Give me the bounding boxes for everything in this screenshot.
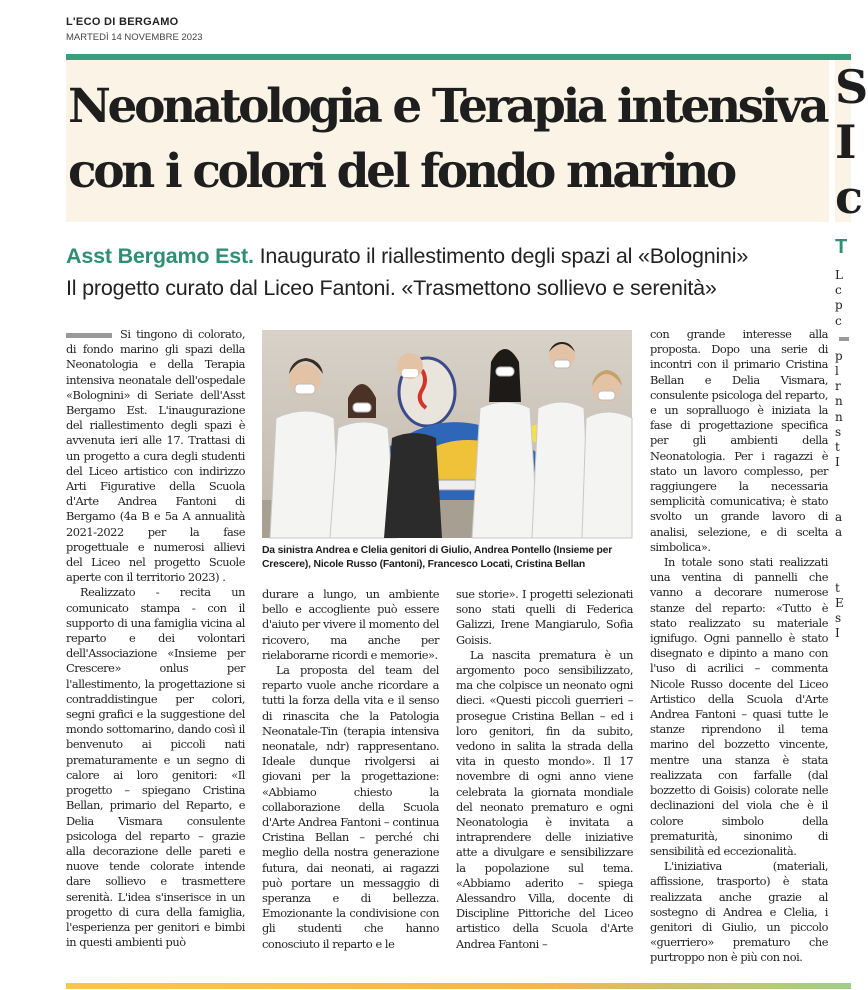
- subhead-kicker: Asst Bergamo Est.: [66, 244, 254, 268]
- article-column-1: [66, 327, 245, 950]
- adjacent-text-fragment: E: [835, 595, 844, 610]
- article-photo: [262, 330, 632, 538]
- article-paragraph: L'iniziativa (materiali, affissione, trasporto) è stata realizzata anche grazie al sostegno di Andrea e Clelia, i genitori di Giulio, un piccolo «guerriero» prematuro che purtroppo non è più con noi.: [650, 859, 828, 965]
- bottom-color-strip: [66, 983, 851, 989]
- adjacent-text-fragment: n: [835, 394, 843, 409]
- adjacent-article-headline-fragment: [835, 60, 868, 224]
- adjacent-text-fragment: c: [835, 283, 842, 298]
- lead-bar: [66, 333, 112, 338]
- article-paragraph: La nascita prematura è un argomento poco sensibilizzato, ma che colpisce un neonato ogni dieci. «Questi piccoli guerrieri – prosegue Cristina Bellan – ed i loro genitori, fin da subito, vedono in salita la strada della vita in questo mondo». Il 17 novembre di ogni anno viene celebrata la giornata mondiale del neonato prematuro e ogni Neonatologia è invitata a intraprendere delle iniziative atte a divulgare e sensibilizzare la popolazione sul tema. «Abbiamo aderito – spiega Alessandro Villa, docente di Discipline Pittoriche del Liceo artistico della Scuola d'Arte Andrea Fantoni –: [456, 647, 633, 951]
- adjacent-text-fragment: s: [835, 611, 842, 625]
- adjacent-text-fragment: p: [835, 348, 843, 363]
- adjacent-text-fragment: t: [835, 439, 840, 454]
- article-paragraph: sue storie». I progetti selezionati sono stati quelli di Federica Galizzi, Irene Mangiarulo, Sofia Goisis.: [456, 587, 633, 647]
- article-headline: Neonatologia e Terapia intensiva con i colori del fondo marino: [68, 79, 827, 199]
- adjacent-text-fragment: a: [835, 510, 843, 525]
- article-paragraph: Si tingono di colorato, di fondo marino gli spazi della Neonatologia e della Terapia intensiva neonatale dell'ospedale «Bolognini» di Seriate dell'Asst Bergamo Est. L'inaugurazione del riallestimento degli spazi è avvenuta ieri alle 17. Trattasi di un progetto a cura degli studenti del Liceo artistico con indirizzo Arti Figurative della Scuola d'Arte Andrea Fantoni di Bergamo (4a B e 5a A annualità 2021-2022 per la fase progettuale e numerosi allievi del Liceo nel progetto Scuole aperte con il territorio 2023) .: [66, 327, 245, 585]
- adjacent-headline-fragment: I: [835, 115, 857, 169]
- adjacent-headline-fragment: S: [835, 60, 868, 114]
- article-column-4: [650, 327, 828, 966]
- adjacent-text-fragment: c: [835, 313, 842, 328]
- adjacent-text-fragment: s: [835, 424, 842, 439]
- article-paragraph: durare a lungo, un ambiente bello e accogliente può essere d'aiuto per vivere il momento del ricovero, ma anche per rielaborarne ricordi e memorie».: [262, 587, 439, 662]
- article-column-2: [262, 587, 439, 952]
- adjacent-text-fragment: t: [835, 580, 840, 595]
- photo-caption: Da sinistra Andrea e Clelia genitori di Giulio, Andrea Pontello (Insieme per Crescere), Nicole Russo (Fantoni), Francesco Locati, Cristina Bellan: [262, 545, 613, 570]
- adjacent-article-fragment: [835, 236, 851, 990]
- subhead-line-2: Il progetto curato dal Liceo Fantoni. «Trasmettono sollievo e serenità»: [66, 276, 717, 300]
- publication-name: L'ECO DI BERGAMO: [66, 16, 179, 28]
- adjacent-text-fragment: n: [835, 409, 843, 424]
- adjacent-text-fragment: r: [835, 379, 841, 394]
- article-paragraph: La proposta del team del reparto vuole anche ricordare a tutti la forza della vita e il senso di rinascita che la Patologia Neonatale-Tin (terapia intensiva neonatale, ndr) rappresentano. Ideale dunque rivolgersi ai giovani per la progettazione: «Abbiamo chiesto la collaborazione della Scuola d'Arte Andrea Fantoni – continua Cristina Bellan – perché chi meglio della nostra generazione futura, dai neonati, ai ragazzi può portare un messaggio di speranza e di bellezza. Emozionante la condivisione con gli studenti che hanno conosciuto il reparto e le: [262, 663, 439, 951]
- adjacent-text-fragment: L: [835, 268, 843, 282]
- adjacent-text-fragment: p: [835, 298, 843, 313]
- adjacent-text-fragment: I: [835, 626, 840, 641]
- subhead-line-1: Inaugurato il riallestimento degli spazi al «Bolognini»: [259, 244, 749, 268]
- adjacent-text-fragment: l: [835, 363, 839, 378]
- adjacent-headline-fragment: c: [835, 170, 864, 224]
- article-column-3: [456, 587, 633, 952]
- article-subhead: [66, 240, 836, 304]
- article-paragraph: In totale sono stati realizzati una ventina di pannelli che vanno a decorare numerose stanze del reparto: «Tutto è stato realizzato su materiale ignifugo. Ogni pannello è stato disegnato e dipinto a mano con l'uso di acrilici – commenta Nicole Russo docente del Liceo Artistico della Scuola d'Arte Andrea Fantoni – quasi tutte le stanze riprendono il tema marino del bozzetto vincente, mentre una stanza è stata realizzata con farfalle (dal bozzetto di Goisis) colorate nelle declinazioni del viola che è il colore simbolo della prematurità, sinonimo di sensibilità ed eccezionalità.: [650, 555, 828, 858]
- adjacent-lead-bar: [839, 337, 849, 341]
- article-paragraph: Realizzato - recita un comunicato stampa - con il supporto di una famiglia vicina al reparto e dei volontari dell'Associazione «Insieme per Crescere» onlus per l'allestimento, la progettazione si contraddistingue per colori, segni grafici e la suggestione del mondo sottomarino, dando così il benvenuto ai piccoli nati prematuramente e un segno di calore ai loro genitori: «Il progetto – spiegano Cristina Bellan, primario del Reparto, e Delia Vismara consulente psicologa del reparto – grazie alla decorazione delle pareti e nuove tende colorate intende dare sollievo e trasmettere serenità. L'idea s'inserisce in un progetto di cura della famiglia, l'esperienza per genitori e bimbi in questi ambienti può: [66, 585, 245, 950]
- adjacent-text-fragment: a: [835, 525, 843, 540]
- publication-date: MARTEDÌ 14 NOVEMBRE 2023: [66, 32, 203, 43]
- adjacent-text-fragment: I: [835, 455, 840, 470]
- adjacent-kicker-fragment: T: [835, 236, 848, 258]
- article-paragraph: con grande interesse alla proposta. Dopo una serie di incontri con il primario Cristina Bellan e Delia Vismara, consulente psicologa del reparto, e un sopralluogo è iniziata la fase di progettazione specifica per gli ambienti della Neonatologia. Per i ragazzi è stato un lavoro complesso, per raggiungere la necessaria semplicità comunicativa; è stato svolto un grande lavoro di analisi, selezione, e di scelta simbolica».: [650, 327, 828, 554]
- group-photo-illustration: [262, 330, 632, 538]
